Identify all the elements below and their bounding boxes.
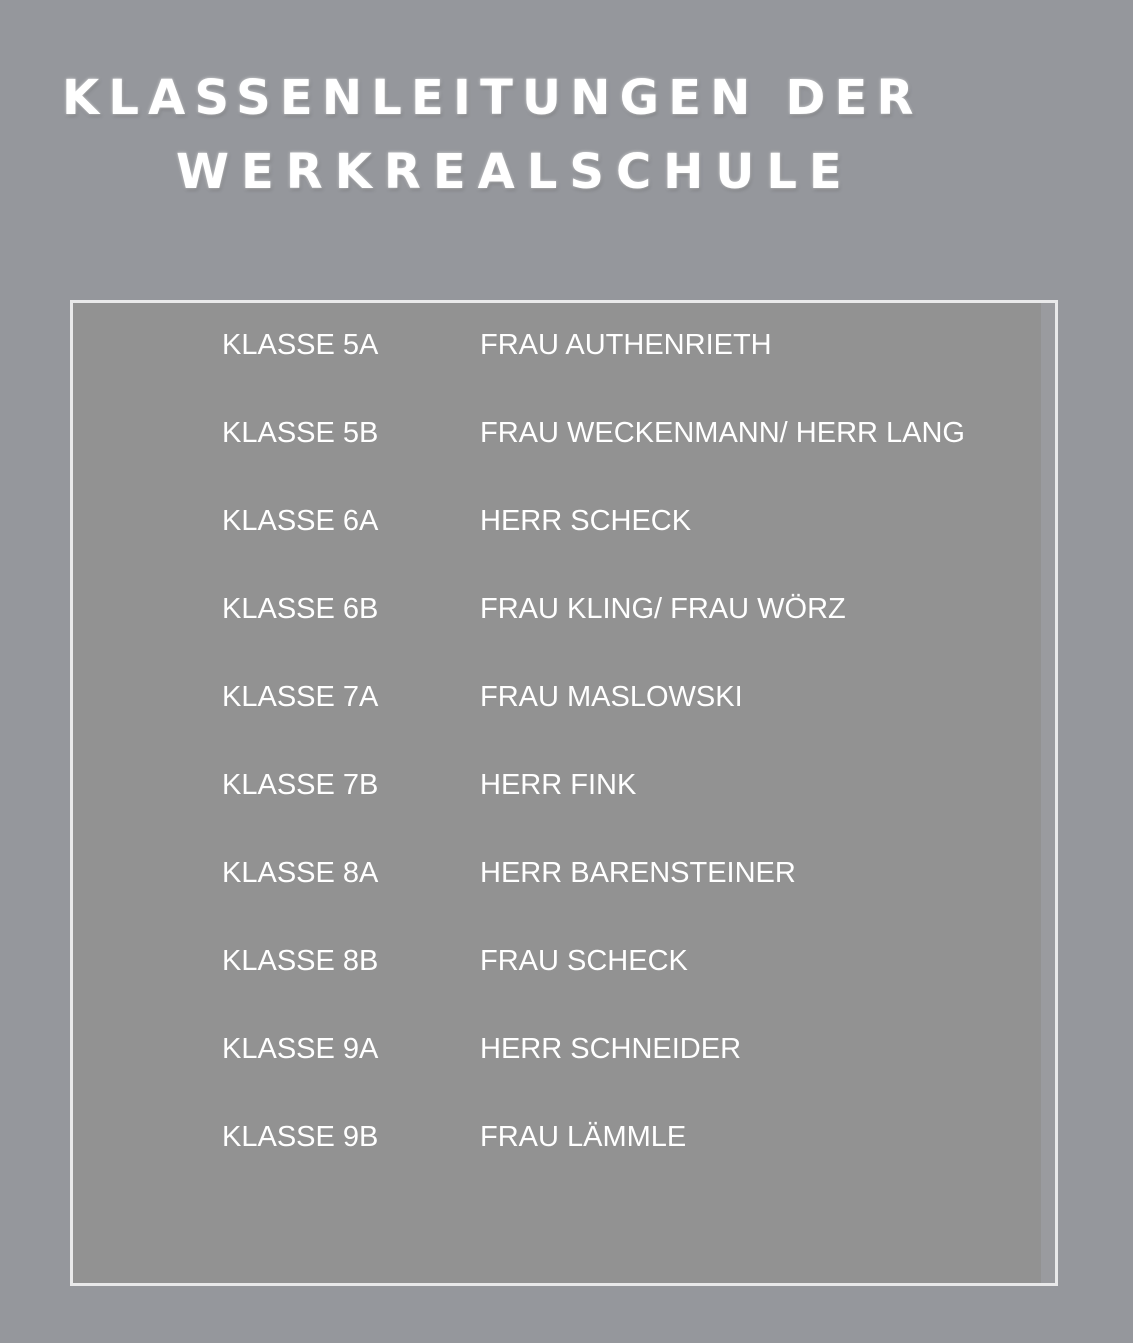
class-name: KLASSE 9A <box>222 1033 379 1065</box>
class-list-panel <box>70 300 1058 1286</box>
class-teacher: HERR FINK <box>480 769 637 801</box>
class-row <box>73 325 1055 365</box>
class-row <box>73 413 1055 453</box>
class-teacher: FRAU WECKENMANN/ HERR LANG <box>480 417 965 449</box>
class-row <box>73 941 1055 981</box>
class-teacher: FRAU SCHECK <box>480 945 688 977</box>
class-row <box>73 1029 1055 1069</box>
class-row <box>73 501 1055 541</box>
class-row <box>73 1117 1055 1157</box>
class-row <box>73 589 1055 629</box>
class-teacher: HERR SCHNEIDER <box>480 1033 742 1065</box>
class-row <box>73 765 1055 805</box>
class-teacher: FRAU MASLOWSKI <box>480 681 743 713</box>
class-teacher: FRAU AUTHENRIETH <box>480 329 772 361</box>
class-name: KLASSE 6B <box>222 593 379 625</box>
class-name: KLASSE 7B <box>222 769 379 801</box>
class-teacher: FRAU LÄMMLE <box>480 1121 687 1153</box>
class-name: KLASSE 8A <box>222 857 379 889</box>
class-name: KLASSE 6A <box>222 505 379 537</box>
class-name: KLASSE 9B <box>222 1121 379 1153</box>
class-row <box>73 677 1055 717</box>
class-teacher: HERR SCHECK <box>480 505 692 537</box>
class-name: KLASSE 8B <box>222 945 379 977</box>
class-teacher: FRAU KLING/ FRAU WÖRZ <box>480 593 846 625</box>
class-teacher: HERR BARENSTEINER <box>480 857 796 889</box>
page-title-line-2: WERKREALSCHULE <box>176 144 854 200</box>
page-title-line-1: KLASSENLEITUNGEN DER <box>62 70 923 126</box>
class-name: KLASSE 5B <box>222 417 379 449</box>
class-row <box>73 853 1055 893</box>
class-name: KLASSE 7A <box>222 681 379 713</box>
class-name: KLASSE 5A <box>222 329 379 361</box>
